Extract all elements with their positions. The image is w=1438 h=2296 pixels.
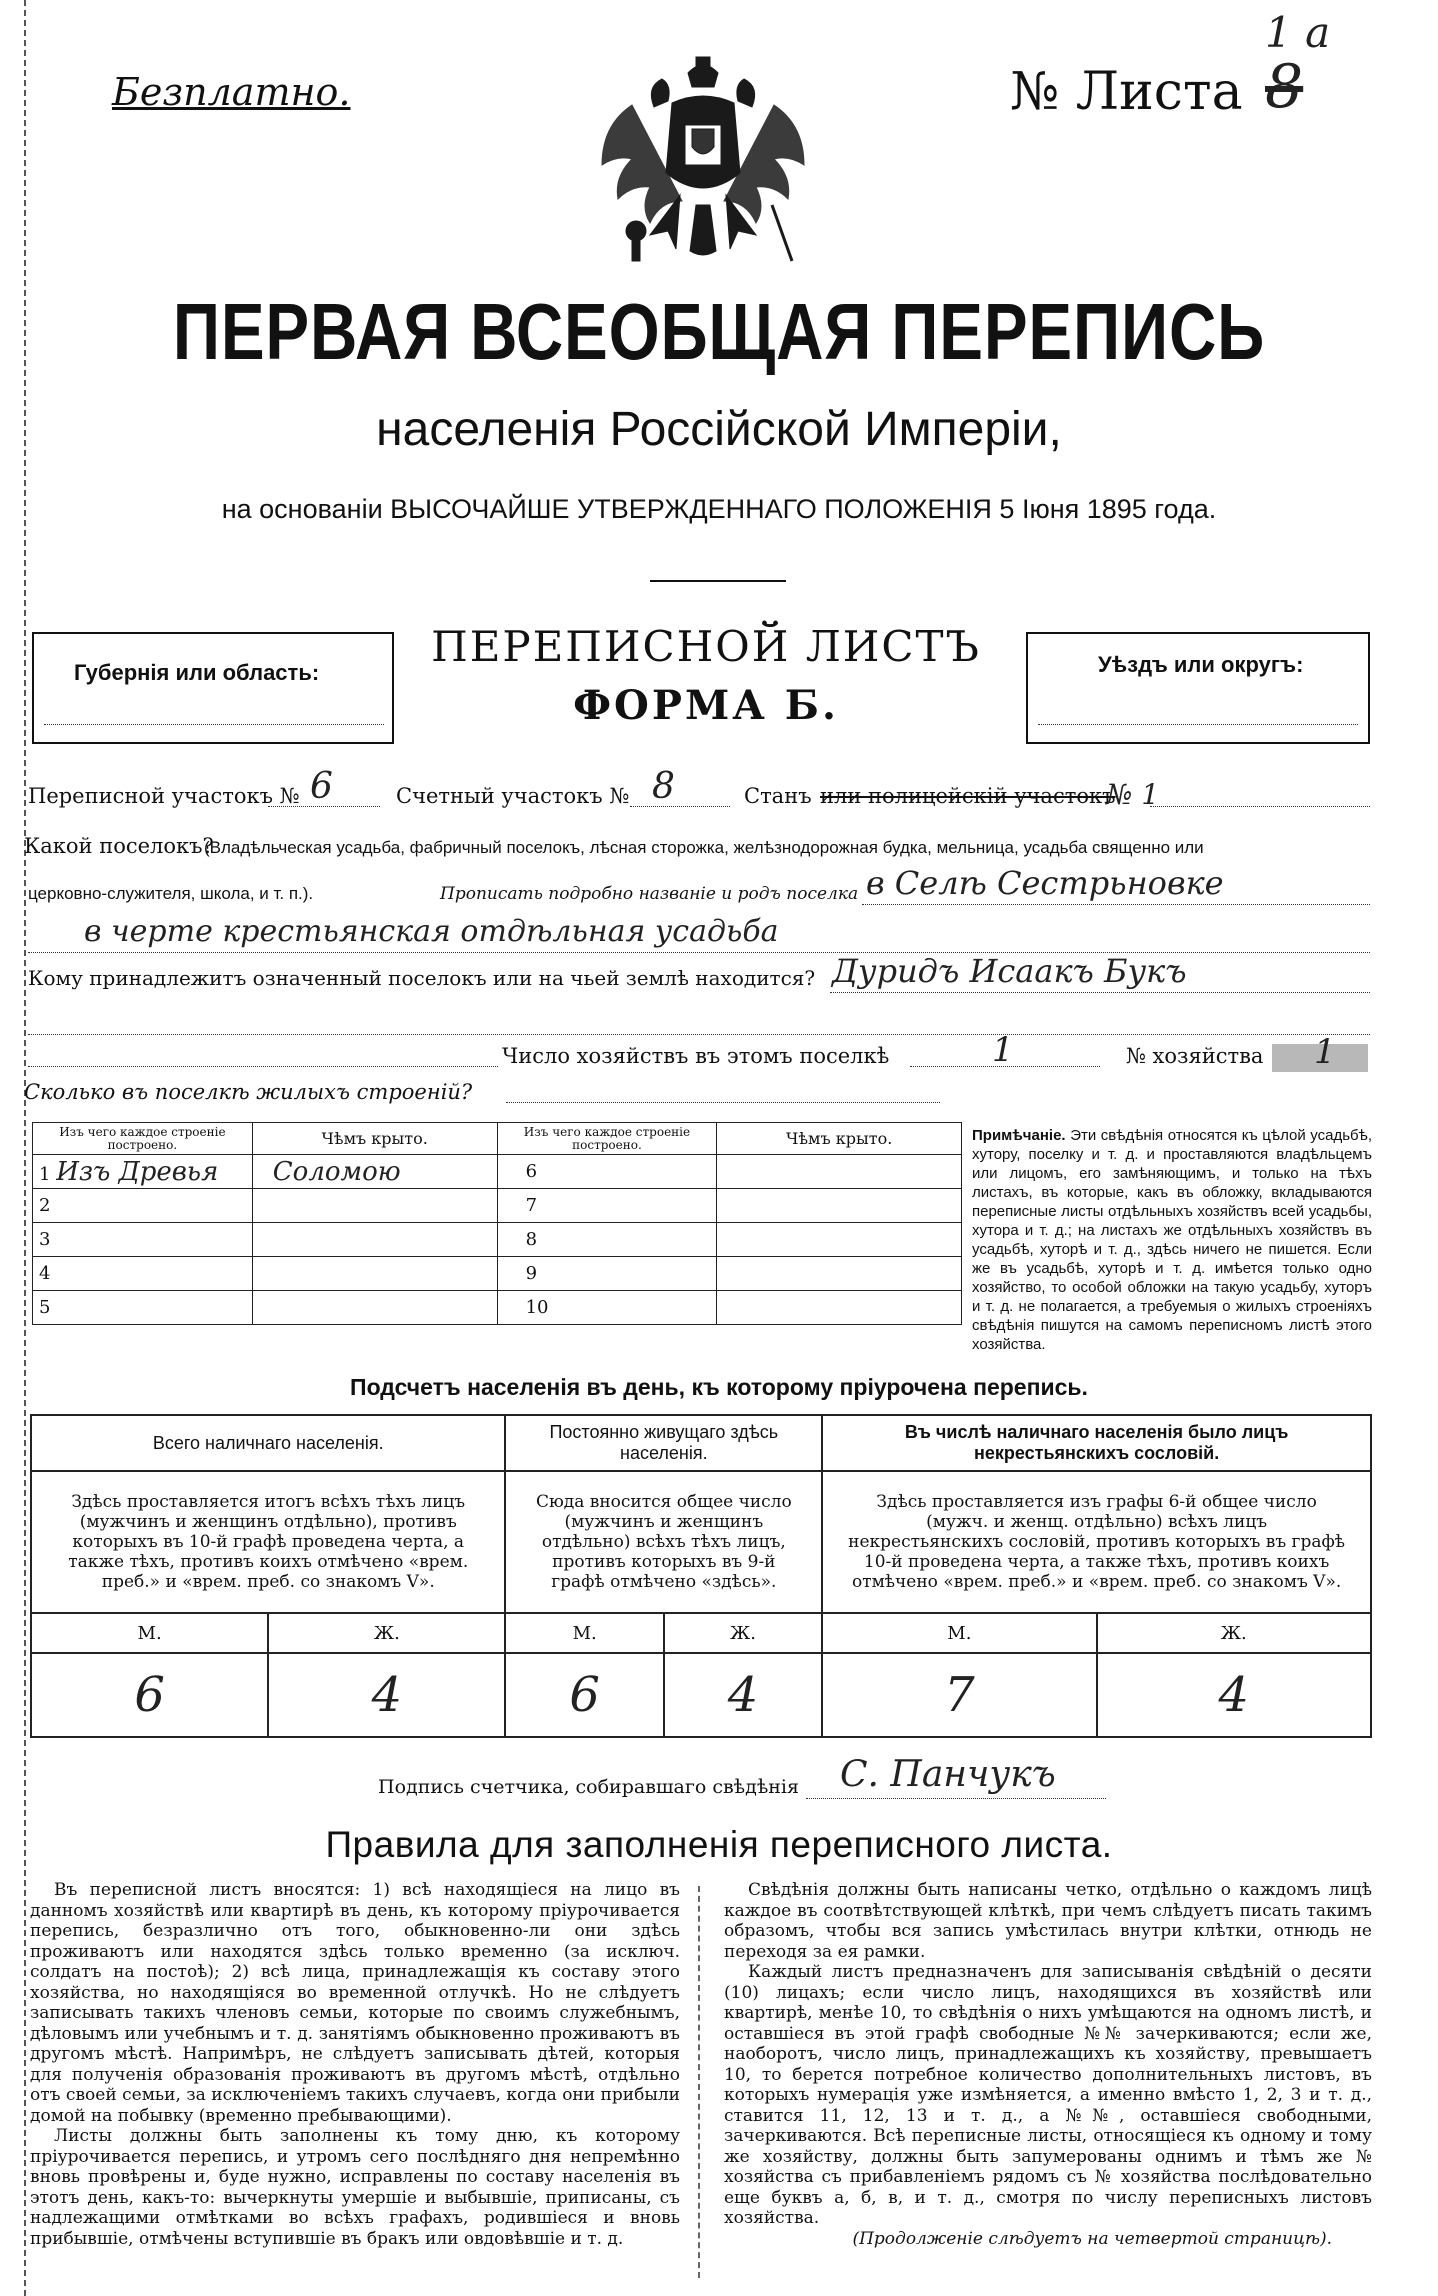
row-number: 8: [525, 1229, 538, 1250]
building-roof-cell[interactable]: [252, 1291, 497, 1325]
building-material: Изъ Древья: [56, 1156, 219, 1187]
count-district-label: Счетный участокъ №: [396, 784, 630, 808]
non-peasant-female-count[interactable]: 4: [1097, 1653, 1371, 1737]
col-material-right: Изъ чего каждое строеніе построено.: [497, 1123, 717, 1155]
buildings-question: Сколько въ поселкѣ жилыхъ строеній?: [24, 1080, 473, 1104]
rules-left-p2: Листы должны быть заполнены къ тому дню, къ которому пріурочивается перепись, и утромъ сего послѣдняго дня непремѣнно вновь провѣрены и, буде нужно, исправлены по составу населенія въ этотъ день, какъ-то: вычеркнуты умершіе и выбывшіе, приписаны, съ надлежащими отмѣтками во всѣхъ графахъ, родившіеся и вновь прибывшіе, отмѣчены вступившіе въ бракъ или овдовѣвшіе и т. д.: [30, 2126, 680, 2249]
owner-answer[interactable]: Дуридъ Исаакъ Букъ: [832, 952, 1187, 990]
note-text: Эти свѣдѣнія относятся къ цѣлой усадьбѣ, хутору, поселку и т. д. и проставляются владѣльцемъ или лицомъ, его замѣняющимъ, и только на тѣхъ листахъ, въ которые, какъ въ обложку, вкладываются переписные листы отдѣльныхъ хозяйствъ всей усадьбы, хутора и т. д.; на листахъ же отдѣльныхъ хозяйствъ въ усадьбѣ, хуторѣ и т. д., здѣсь ничего не пишется. Если же въ усадьбѣ, хуторѣ и т. д. имѣется только одно хозяйство, то особой обложки на такую усадьбу, хуторъ и т. д. не полагается, а требуемыя о жилыхъ строеніяхъ свѣдѣнія пишутся на самомъ переписномъ листѣ этого хозяйства.: [972, 1127, 1372, 1353]
gubernia-box: [32, 632, 394, 744]
sheet-number-value: 8: [1265, 52, 1304, 122]
sheet-number-label: № Листа: [1010, 62, 1243, 122]
rules-continued: (Продолженіе слѣдуетъ на четвертой страницѣ).: [852, 2228, 1332, 2249]
rules-title: Правила для заполненія переписного листа.: [325, 1824, 1113, 1865]
binding-margin: [4, 0, 26, 2296]
uezd-field[interactable]: [1038, 724, 1358, 725]
building-material-cell[interactable]: [33, 1257, 253, 1291]
building-roof-cell[interactable]: [717, 1189, 962, 1223]
owner-question: Кому принадлежитъ означенный поселокъ или на чьей землѣ находится?: [28, 966, 816, 990]
census-district-value[interactable]: 6: [310, 766, 333, 807]
female-label: Ж.: [664, 1613, 822, 1653]
row-number: 4: [39, 1263, 51, 1284]
building-roof-cell[interactable]: [717, 1223, 962, 1257]
blank-line: [28, 1034, 1370, 1035]
household-number-label: № хозяйства: [1126, 1044, 1264, 1068]
settlement-question: Какой поселокъ?: [24, 834, 214, 858]
stan-line: [1150, 806, 1370, 807]
building-material-cell[interactable]: [33, 1189, 253, 1223]
household-number-value[interactable]: 1: [1314, 1032, 1336, 1072]
col-non-peasant-title: Въ числѣ наличнаго населенія было лицъ некрестьянскихъ сословій.: [822, 1415, 1371, 1471]
main-title: ПЕРВАЯ ВСЕОБЩАЯ ПЕРЕПИСЬ: [172, 287, 1266, 376]
row-number: 1: [39, 1163, 51, 1185]
building-material-cell[interactable]: [33, 1223, 253, 1257]
free-label: Безплатно.: [112, 70, 351, 114]
building-roof-cell[interactable]: [717, 1257, 962, 1291]
building-roof-cell[interactable]: [252, 1189, 497, 1223]
uezd-box: [1026, 632, 1370, 744]
double-headed-eagle-emblem: [592, 55, 814, 265]
population-heading: Подсчетъ населенія въ день, къ которому пріурочена перепись.: [350, 1374, 1088, 1400]
building-material-cell[interactable]: [497, 1189, 717, 1223]
buildings-line: [506, 1102, 940, 1103]
rules-right-p2: Каждый листъ предназначенъ для записыванія свѣдѣній о десяти (10) лицахъ; если число лицъ, находящихся въ хозяйствѣ или квартирѣ, менѣе 10, то свѣдѣнія о нихъ умѣщаются на одномъ листѣ, и оставшіеся въ этой графѣ свободные №№ зачеркиваются; если же, наоборотъ, число лицъ, принадлежащихъ къ хозяйству, превышаетъ 10, то берется потребное количество дополнительныхъ листовъ, въ которыхъ нумерація уже измѣняется, а именно вмѣсто 1, 2, 3 и т. д., ставится 11, 12, 13 и т. д., а №№, оставшіеся свободными, зачеркиваются. Всѣ переписные листы, относящіеся къ одному и тому же хозяйству, должны быть запумерованы однимъ и тѣмъ же № хозяйства съ прибавленіемъ рядомъ съ № хозяйства послѣдовательно еще буквъ а, б, в, и т. д., смотря по числу переписныхъ листовъ хозяйства.: [724, 1962, 1372, 2228]
building-material-cell[interactable]: [497, 1257, 717, 1291]
buildings-note: [972, 1126, 1372, 1354]
table-row: [33, 1291, 962, 1325]
settlement-hint: (Владѣльческая усадьба, фабричный поселокъ, лѣсная сторожка, желѣзнодорожная будка, мельница, усадьба священно или: [204, 838, 1204, 857]
building-roof-cell[interactable]: [252, 1223, 497, 1257]
subtitle: населенія Россійской Имперіи,: [376, 403, 1062, 456]
owner-line: [830, 992, 1370, 993]
building-material-cell[interactable]: [497, 1155, 717, 1189]
signature-label: Подпись счетчика, собиравшаго свѣдѣнія: [378, 1776, 799, 1798]
blank-line-2: [28, 1066, 498, 1067]
signature-line: [806, 1798, 1106, 1799]
row-number: 5: [39, 1297, 51, 1318]
table-row: [33, 1189, 962, 1223]
male-label: М.: [505, 1613, 663, 1653]
stan-value[interactable]: № 1: [1106, 778, 1160, 811]
building-material-cell[interactable]: [33, 1155, 253, 1189]
resident-female-count[interactable]: 4: [664, 1653, 822, 1737]
non-peasant-male-count[interactable]: 7: [822, 1653, 1096, 1737]
stan-struck-text: или полицейскій участокъ: [820, 784, 1116, 808]
households-value[interactable]: 1: [992, 1030, 1014, 1070]
gubernia-label: Губернія или область:: [74, 660, 320, 685]
col-resident-title: Постоянно живущаго здѣсь населенія.: [505, 1415, 822, 1471]
uezd-label: Уѣздъ или округъ:: [1098, 652, 1304, 677]
building-roof-cell[interactable]: [252, 1155, 497, 1189]
row-number: 10: [525, 1297, 549, 1318]
note-title: Примѣчаніе.: [972, 1127, 1066, 1144]
settlement-line-1: [862, 904, 1370, 905]
col-present-title: Всего наличнаго населенія.: [31, 1415, 505, 1471]
building-material-cell[interactable]: [497, 1223, 717, 1257]
sheet-number-correction: 1 а: [1265, 8, 1331, 57]
rules-left-column: [30, 1880, 680, 2249]
stan-label: Станъ: [744, 784, 812, 808]
building-roof-cell[interactable]: [717, 1291, 962, 1325]
building-material-cell[interactable]: [497, 1291, 717, 1325]
rules-right-p1: Свѣдѣнія должны быть написаны четко, отдѣльно о каждомъ лицѣ каждое въ соотвѣтствующей клѣткѣ, при чемъ слѣдуетъ писать такимъ образомъ, чтобы вся запись умѣстилась внутри клѣтки, отнюдь не переходя за ея рамки.: [724, 1880, 1372, 1962]
row-number: 3: [39, 1229, 51, 1250]
count-district-line: [630, 806, 730, 807]
male-label: М.: [31, 1613, 268, 1653]
building-roof-cell[interactable]: [252, 1257, 497, 1291]
resident-male-count[interactable]: 6: [505, 1653, 663, 1737]
settlement-answer-2[interactable]: в черте крестьянская отдѣльная усадьба: [84, 914, 779, 949]
present-male-count[interactable]: 6: [31, 1653, 268, 1737]
settlement-hint-italic: Прописать подробно названіе и родъ поселка: [440, 884, 859, 904]
rules-right-column: [724, 1880, 1372, 2249]
building-roof-cell[interactable]: [717, 1155, 962, 1189]
col-roof-right: Чѣмъ крыто.: [717, 1123, 962, 1155]
row-number: 2: [39, 1195, 51, 1216]
building-material-cell[interactable]: [33, 1291, 253, 1325]
col-material-left: Изъ чего каждое строеніе построено.: [33, 1123, 253, 1155]
row-number: 7: [525, 1195, 538, 1216]
form-label: ФОРМА Б.: [573, 682, 839, 729]
legal-basis: на основаніи ВЫСОЧАЙШЕ УТВЕРЖДЕННАГО ПОЛОЖЕНІЯ 5 Іюня 1895 года.: [221, 494, 1217, 524]
rules-left-p1: Въ переписной листъ вносятся: 1) всѣ находящіеся на лицо въ данномъ хозяйствѣ или квартирѣ въ день, къ которому пріурочивается перепись, безразлично отъ того, обыкновенно-ли они здѣсь проживаютъ или находятся здѣсь только временно (за исключ. солдатъ на постоѣ); 2) всѣ лица, принадлежащія къ составу этого хозяйства, но находящіяся во временной отлучкѣ. Но не слѣдуетъ записывать такихъ членовъ семьи, которые по своимъ служебнымъ, дѣловымъ или учебнымъ и т. д. занятіямъ обыкновенно проживаютъ въ другомъ мѣстѣ. Напримѣръ, не слѣдуетъ записывать дѣтей, которыя для полученія образованія проживаютъ въ другомъ мѣстѣ, отдѣльно отъ своей семьи, за исключеніемъ такихъ случаевъ, когда они прибыли домой на побывку (временно пребывающими).: [30, 1880, 680, 2126]
present-female-count[interactable]: 4: [268, 1653, 505, 1737]
row-number: 6: [525, 1161, 538, 1182]
table-row: [33, 1257, 962, 1291]
census-district-label: Переписной участокъ №: [28, 784, 300, 808]
table-row: [33, 1155, 962, 1189]
list-title: ПЕРЕПИСНОЙ ЛИСТЪ: [431, 622, 981, 671]
col-roof-left: Чѣмъ крыто.: [252, 1123, 497, 1155]
title-divider: [650, 580, 786, 582]
building-roof: Соломою: [272, 1156, 401, 1187]
gubernia-field[interactable]: [44, 724, 384, 725]
households-label: Число хозяйствъ въ этомъ поселкѣ: [502, 1044, 890, 1068]
settlement-hint-2: церковно-служителя, школа, и т. п.).: [28, 884, 314, 903]
population-table: [30, 1414, 1372, 1738]
male-label: М.: [822, 1613, 1096, 1653]
count-district-value[interactable]: 8: [652, 766, 675, 807]
signature-value[interactable]: С. Панчукъ: [840, 1754, 1056, 1795]
col-resident-text: Сюда вносится общее число (мужчинъ и женщинъ отдѣльно) всѣхъ тѣхъ лицъ, противъ которыхъ въ 9-й графѣ отмѣчено «здѣсь».: [505, 1471, 822, 1613]
row-number: 9: [525, 1263, 538, 1284]
col-present-text: Здѣсь проставляется итогъ всѣхъ тѣхъ лицъ (мужчинъ и женщинъ отдѣльно), противъ которыхъ въ 10-й графѣ проведена черта, а также тѣхъ, противъ коихъ отмѣчено «врем. преб.» и «врем. преб. со знакомъ V».: [31, 1471, 505, 1613]
table-row: [33, 1223, 962, 1257]
rules-column-divider: [698, 1886, 700, 2278]
female-label: Ж.: [1097, 1613, 1371, 1653]
settlement-answer-1[interactable]: в Селѣ Сестрьновке: [866, 864, 1224, 902]
col-non-peasant-text: Здѣсь проставляется изъ графы 6-й общее число (мужч. и женщ. отдѣльно) всѣхъ лицъ некрестьянскихъ сословій, противъ которыхъ въ графѣ 10-й проведена черта, а также тѣхъ, противъ коихъ отмѣчено «врем. преб.» и «врем. преб. со знакомъ V».: [822, 1471, 1371, 1613]
buildings-table: [32, 1122, 962, 1325]
female-label: Ж.: [268, 1613, 505, 1653]
